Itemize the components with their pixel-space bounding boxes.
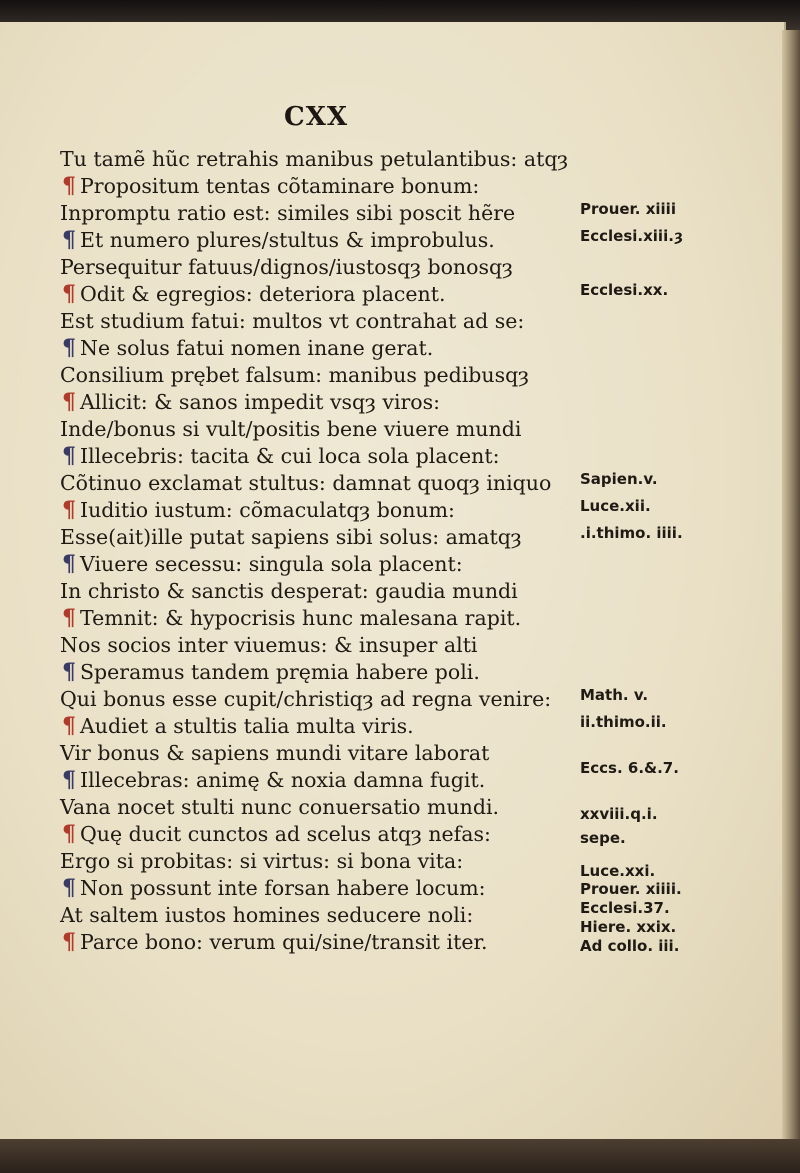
verse-text: At saltem iustos homines seducere noli: [60,903,474,927]
verse-line [60,902,580,929]
verse-text: Quę ducit cunctos ad scelus atqȝ nefas: [80,822,491,846]
verse-line [60,443,580,470]
verse-line [60,227,580,254]
marginal-note: .i.thimo. iiii. [580,524,683,542]
verse-text: Persequitur fatuus/dignos/iustosqȝ bonosqȝ [60,255,513,279]
verse-text: Non possunt inte forsan habere locum: [80,876,486,900]
verse-text: Vir bonus & sapiens mundi vitare laborat [60,741,490,765]
verse-text: Ergo si probitas: si virtus: si bona vita: [60,849,464,873]
marginal-note: Ecclesi.xiii.ȝ [580,227,684,245]
marginal-note: Math. v. [580,686,649,704]
verse-line [60,281,580,308]
verse-line [60,470,580,497]
page-number: CXX [284,102,349,132]
book-page [0,22,786,1140]
marginal-note: sepe. [580,829,626,848]
pilcrow-mark: ¶ [62,335,76,361]
marginal-note: Prouer. xiiii [580,200,676,218]
verse-text: Viuere secessu: singula sola placent: [80,552,463,576]
verse-text: In christo & sanctis desperat: gaudia mundi [60,579,518,603]
page-edges-right [782,30,800,1140]
verse-line [60,686,580,713]
verse-line [60,632,580,659]
verse-line [60,308,580,335]
verse-text: Illecebras: animę & noxia damna fugit. [80,768,486,792]
marginal-note: Luce.xxi. [580,861,656,880]
verse-text: Tu tamẽ hũc retrahis manibus petulantibus: atqȝ [60,147,569,171]
verse-line [60,605,580,632]
verse-line [60,497,580,524]
verse-line [60,767,580,794]
verse-line [60,416,580,443]
verse-line [60,848,580,875]
verse-text: Qui bonus esse cupit/christiqȝ ad regna venire: [60,687,552,711]
verse-line [60,524,580,551]
marginal-note: Sapien.v. [580,470,658,488]
verse-text: Temnit: & hypocrisis hunc malesana rapit. [80,606,522,630]
verse-line [60,794,580,821]
verse-text: Esse(ait)ille putat sapiens sibi solus: amatqȝ [60,525,522,549]
verse-line [60,146,580,173]
marginal-note: Ecclesi.37. [580,899,670,918]
pilcrow-mark: ¶ [62,659,76,685]
marginal-note: Hiere. xxix. [580,918,677,937]
marginal-note: xxviii.q.i. [580,804,658,823]
verse-text: Est studium fatui: multos vt contrahat ad se: [60,309,525,333]
marginal-note: Ad collo. iii. [580,937,680,956]
verse-text: Nos socios inter viuemus: & insuper alti [60,633,478,657]
verse-line [60,200,580,227]
verse-line [60,335,580,362]
verse-text: Propositum tentas cõtaminare bonum: [80,174,480,198]
verse-line [60,551,580,578]
verse-line [60,929,580,956]
pilcrow-mark: ¶ [62,551,76,577]
pilcrow-mark: ¶ [62,497,76,523]
pilcrow-mark: ¶ [62,821,76,847]
verse-line [60,875,580,902]
verse-line [60,173,580,200]
verse-line [60,659,580,686]
verse-text: Audiet a stultis talia multa viris. [80,714,414,738]
verse-line [60,254,580,281]
pilcrow-mark: ¶ [62,767,76,793]
verse-text: Consilium prębet falsum: manibus pedibusqȝ [60,363,529,387]
verse-column [60,146,580,956]
verse-line [60,713,580,740]
verse-text: Allicit: & sanos impedit vsqȝ viros: [80,390,441,414]
pilcrow-mark: ¶ [62,173,76,199]
verse-line [60,362,580,389]
verse-text: Parce bono: verum qui/sine/transit iter. [80,930,488,954]
verse-text: Ne solus fatui nomen inane gerat. [80,336,434,360]
pilcrow-mark: ¶ [62,929,76,955]
verse-line [60,740,580,767]
verse-text: Inpromptu ratio est: similes sibi poscit hẽre [60,201,516,225]
verse-text: Cõtinuo exclamat stultus: damnat quoqȝ iniquo [60,471,552,495]
verse-text: Illecebris: tacita & cui loca sola placent: [80,444,500,468]
verse-line [60,578,580,605]
verse-text: Speramus tandem pręmia habere poli. [80,660,480,684]
marginal-note: Ecclesi.xx. [580,281,669,299]
pilcrow-mark: ¶ [62,443,76,469]
marginal-note: Prouer. xiiii. [580,880,682,899]
pilcrow-mark: ¶ [62,875,76,901]
marginal-note: Luce.xii. [580,497,651,515]
pilcrow-mark: ¶ [62,713,76,739]
marginal-note: Eccs. 6.&.7. [580,758,679,777]
pilcrow-mark: ¶ [62,389,76,415]
pilcrow-mark: ¶ [62,281,76,307]
binding-edge-bottom [0,1139,800,1173]
verse-text: Et numero plures/stultus & improbulus. [80,228,495,252]
verse-text: Iuditio iustum: cõmaculatqȝ bonum: [80,498,455,522]
verse-text: Vana nocet stulti nunc conuersatio mundi. [60,795,500,819]
verse-text: Odit & egregios: deteriora placent. [80,282,446,306]
verse-text: Inde/bonus si vult/positis bene viuere mundi [60,417,522,441]
verse-line [60,389,580,416]
verse-line [60,821,580,848]
marginal-note: ii.thimo.ii. [580,713,667,731]
pilcrow-mark: ¶ [62,227,76,253]
pilcrow-mark: ¶ [62,605,76,631]
